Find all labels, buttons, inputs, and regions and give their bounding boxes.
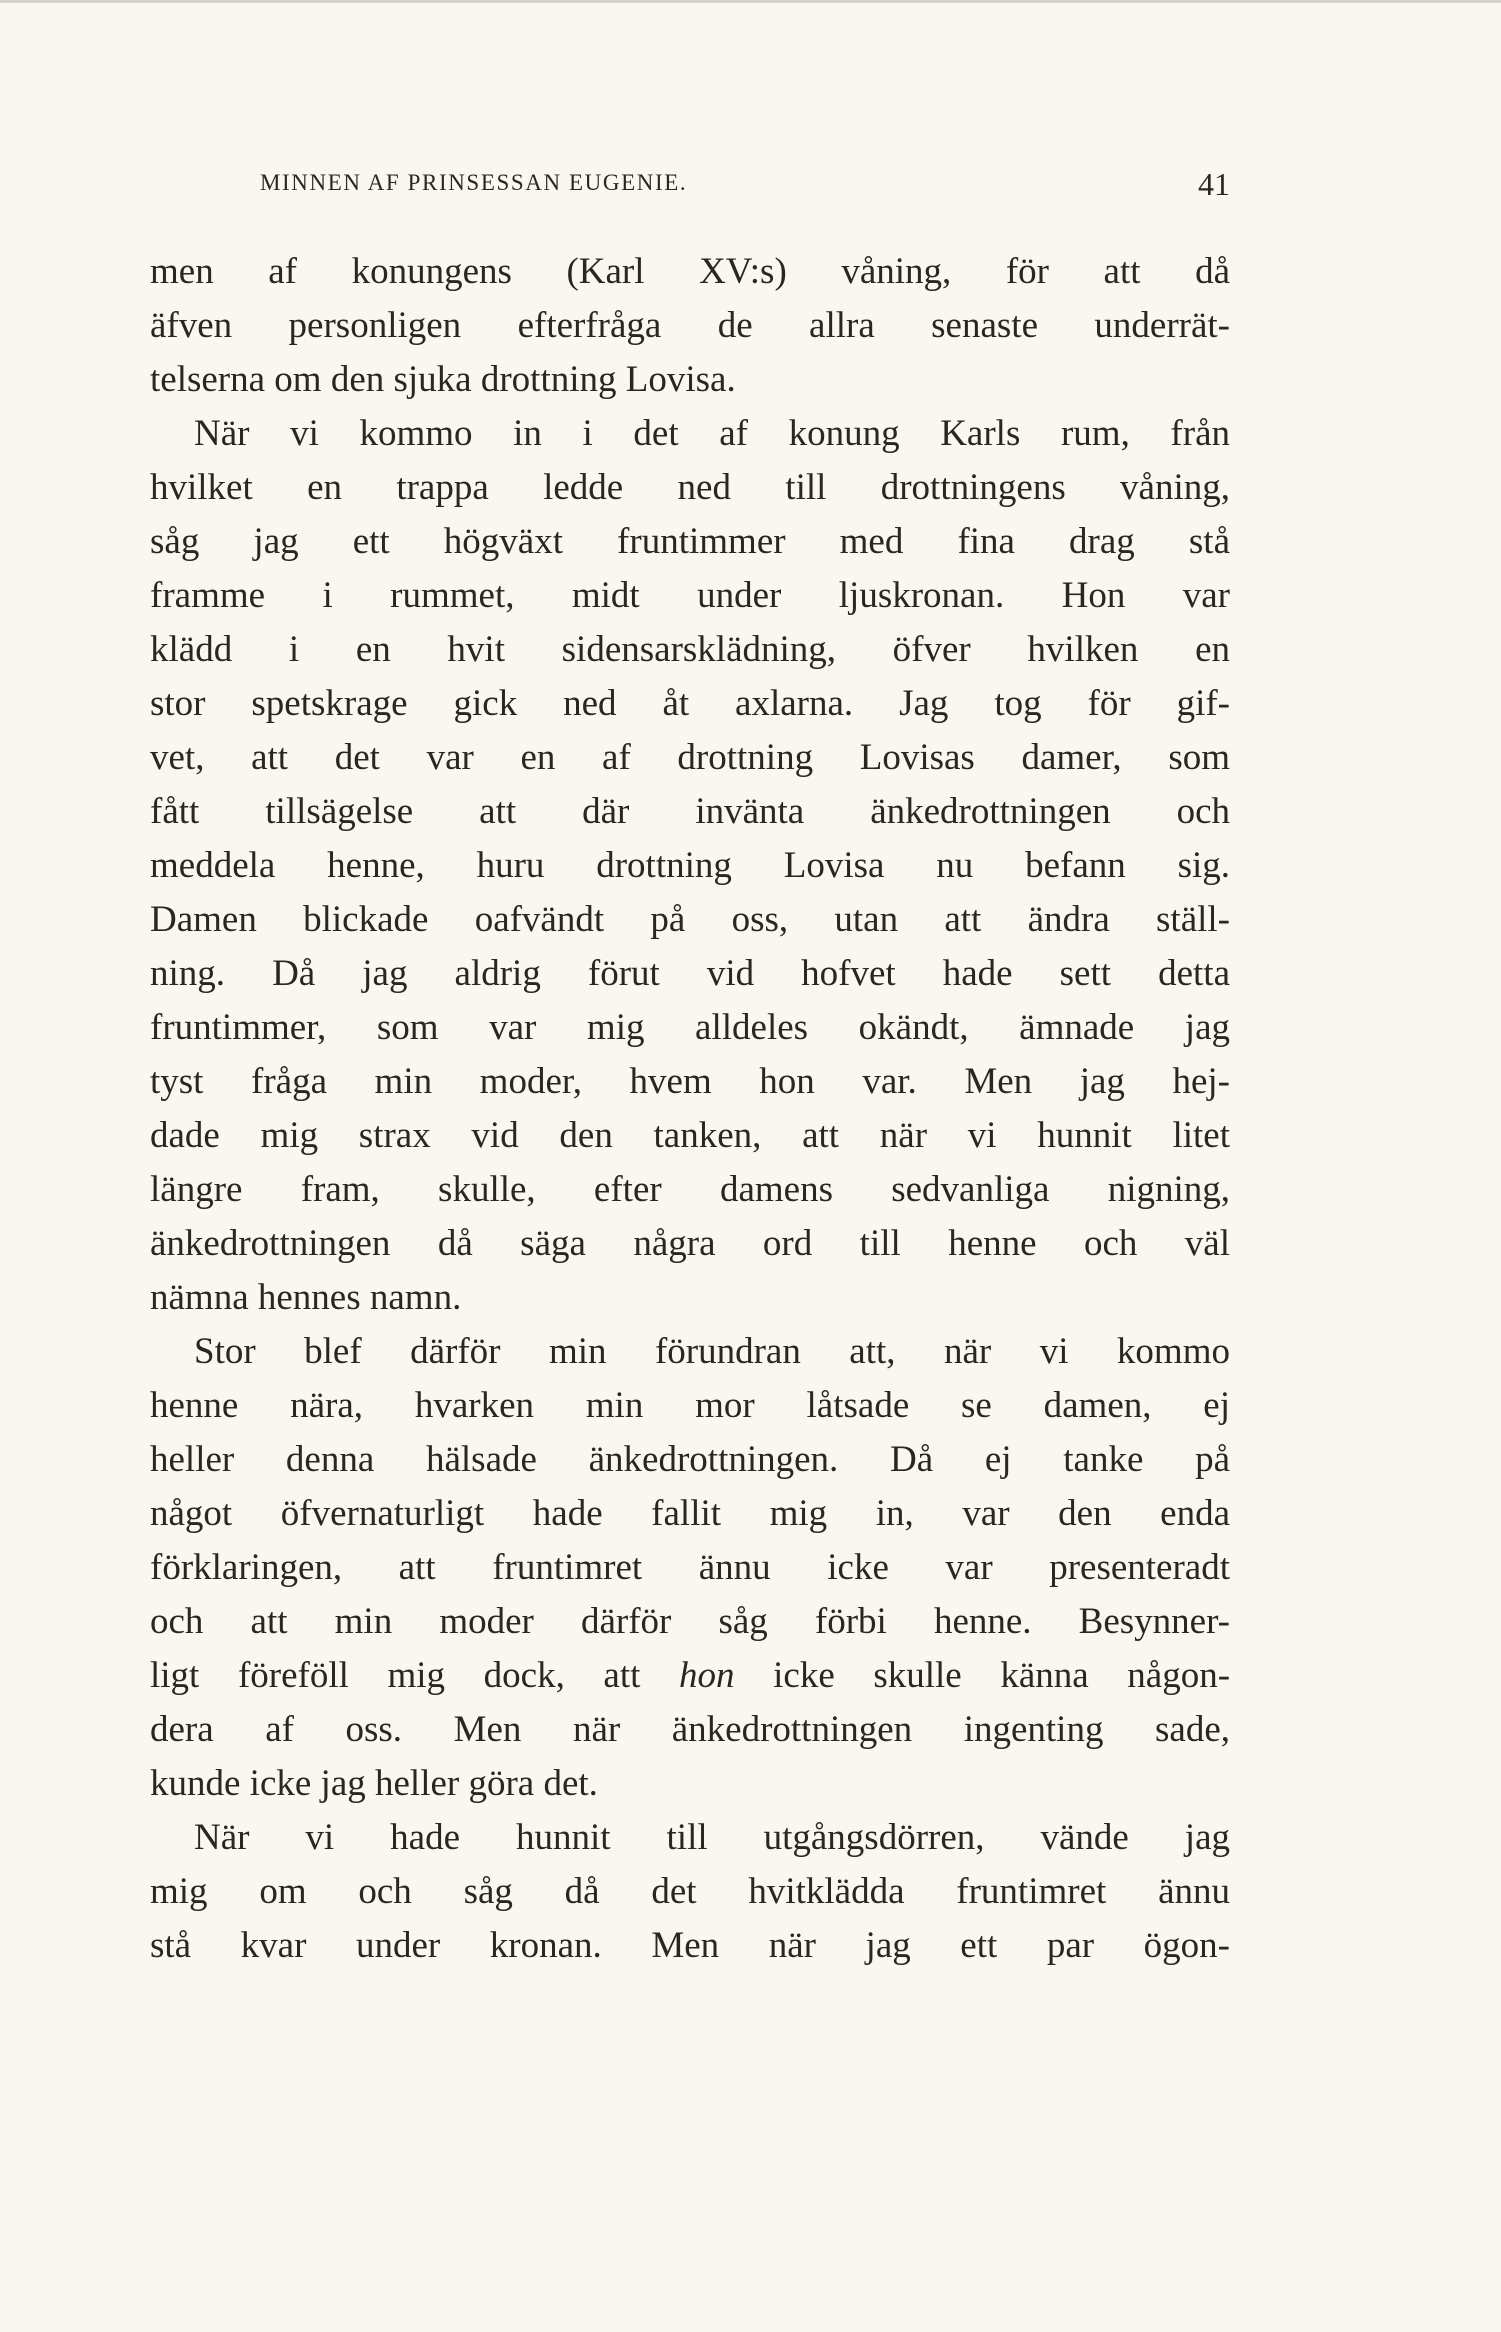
text-line: men af konungens (Karl XV:s) våning, för att då xyxy=(150,251,1230,292)
text-line: något öfvernaturligt hade fallit mig in, var den enda xyxy=(150,1493,1230,1534)
text-line-with-emphasis xyxy=(150,1649,1230,1703)
text-line: Damen blickade oafvändt på oss, utan att ändra ställ- xyxy=(150,899,1230,940)
text-line: telserna om den sjuka drottning Lovisa. xyxy=(150,359,736,400)
running-head xyxy=(150,166,1230,210)
text-line: När vi hade hunnit till utgångsdörren, vände jag xyxy=(194,1817,1230,1858)
text-line: meddela henne, huru drottning Lovisa nu befann sig. xyxy=(150,845,1230,886)
text-line: nämna hennes namn. xyxy=(150,1277,462,1318)
emphasized-word: hon xyxy=(679,1655,735,1696)
text-line: hvilket en trappa ledde ned till drottningens våning, xyxy=(150,467,1230,508)
text-line: dera af oss. Men när änkedrottningen ingenting sade, xyxy=(150,1709,1230,1750)
text-line: äfven personligen efterfråga de allra senaste underrät- xyxy=(150,305,1230,346)
text-line: stå kvar under kronan. Men när jag ett par ögon- xyxy=(150,1925,1230,1966)
text-line: längre fram, skulle, efter damens sedvanliga nigning, xyxy=(150,1169,1230,1210)
line-segment: icke skulle känna någon- xyxy=(773,1655,1230,1696)
text-line: henne nära, hvarken min mor låtsade se damen, ej xyxy=(150,1385,1230,1426)
page-number: 41 xyxy=(1198,166,1230,202)
text-line: mig om och såg då det hvitklädda fruntimret ännu xyxy=(150,1871,1230,1912)
text-line: kunde icke jag heller göra det. xyxy=(150,1763,598,1804)
text-line: heller denna hälsade änkedrottningen. Då ej tanke på xyxy=(150,1439,1230,1480)
text-line: stor spetskrage gick ned åt axlarna. Jag tog för gif- xyxy=(150,683,1230,724)
text-line: förklaringen, att fruntimret ännu icke var presenteradt xyxy=(150,1547,1230,1588)
text-line: Stor blef därför min förundran att, när vi kommo xyxy=(194,1331,1230,1372)
text-line: och att min moder därför såg förbi henne. Besynner- xyxy=(150,1601,1230,1642)
text-line: klädd i en hvit sidensarsklädning, öfver hvilken en xyxy=(150,629,1230,670)
running-title: MINNEN AF PRINSESSAN EUGENIE. xyxy=(260,170,688,195)
line-segment: ligt föreföll mig dock, att xyxy=(150,1655,641,1696)
text-line: såg jag ett högväxt fruntimmer med fina drag stå xyxy=(150,521,1230,562)
text-line: ning. Då jag aldrig förut vid hofvet hade sett detta xyxy=(150,953,1230,994)
text-line: fruntimmer, som var mig alldeles okändt, ämnade jag xyxy=(150,1007,1230,1048)
text-line: vet, att det var en af drottning Lovisas damer, som xyxy=(150,737,1230,778)
page-edge xyxy=(0,0,1501,3)
body-text xyxy=(150,245,1230,1973)
text-line: tyst fråga min moder, hvem hon var. Men jag hej- xyxy=(150,1061,1230,1102)
text-line: dade mig strax vid den tanken, att när vi hunnit litet xyxy=(150,1115,1230,1156)
text-line: fått tillsägelse att där invänta änkedrottningen och xyxy=(150,791,1230,832)
text-line: framme i rummet, midt under ljuskronan. Hon var xyxy=(150,575,1230,616)
text-line: När vi kommo in i det af konung Karls rum, från xyxy=(194,413,1230,454)
text-line: änkedrottningen då säga några ord till henne och väl xyxy=(150,1223,1230,1264)
